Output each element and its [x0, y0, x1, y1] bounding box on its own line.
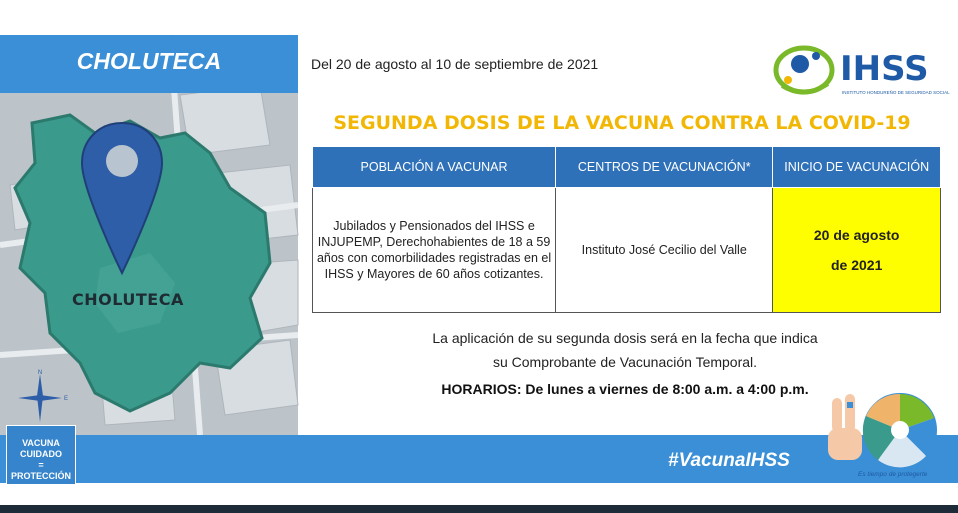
campaign-logo — [6, 425, 76, 485]
footer-white-strip — [0, 483, 958, 505]
main-title: SEGUNDA DOSIS DE LA VACUNA CONTRA LA COVID-19 — [333, 112, 911, 134]
start-date-line1: 20 de agosto — [813, 227, 900, 243]
header-centers: CENTROS DE VACUNACIÓN* — [556, 147, 773, 188]
city-title: CHOLUTECA — [76, 48, 222, 74]
ihss-logo-subtitle: INSTITUTO HONDUREÑO DE SEGURIDAD SOCIAL — [842, 90, 950, 95]
ihss-logo-text: IHSS — [840, 49, 929, 89]
vaccination-table — [312, 146, 941, 313]
hashtag: #VacunaIHSS — [668, 450, 790, 471]
population-cell: Jubilados y Pensionados del IHSS e INJUPEMP, Derechohabientes de 18 a 59 años con comorbilidades registradas en el IHSS y Mayores de 60 años cotizantes. — [313, 188, 556, 313]
footer-bar — [0, 435, 958, 483]
ihss-logo — [770, 40, 950, 100]
start-date-line2: de 2021 — [831, 257, 883, 273]
ihss-emblem-icon — [776, 48, 832, 93]
header-start: INICIO DE VACUNACIÓN — [773, 147, 941, 188]
note-line2: su Comprobante de Vacunación Temporal. — [492, 354, 758, 370]
hand-icon — [818, 388, 950, 488]
table-row — [313, 188, 941, 313]
map-label: CHOLUTECA — [72, 290, 184, 309]
compass-icon — [14, 370, 69, 426]
center-cell: Instituto José Cecilio del Valle — [556, 188, 773, 313]
campaign-line3: = — [38, 460, 44, 470]
top-margin — [0, 0, 958, 35]
bottom-strip — [0, 505, 958, 513]
table-header-row — [313, 147, 941, 188]
schedule-hours: HORARIOS: De lunes a viernes de 8:00 a.m. a 4:00 p.m. — [441, 381, 809, 397]
campaign-line2: CUIDADO — [20, 449, 62, 459]
date-range: Del 20 de agosto al 10 de septiembre de 2021 — [311, 56, 599, 72]
campaign-line1: VACUNA — [22, 438, 60, 448]
note-line1: La aplicación de su segunda dosis será en la fecha que indica — [432, 330, 818, 346]
peace-hand-icon — [828, 394, 862, 460]
slogan: Es tiempo de protegerte — [858, 471, 928, 478]
header-population: POBLACIÓN A VACUNAR — [313, 147, 556, 188]
campaign-line4: PROTECCIÓN — [10, 471, 71, 481]
compass-n: N — [37, 370, 43, 376]
start-date-cell — [773, 188, 941, 313]
compass-e: E — [64, 396, 69, 402]
service-wheel-icon — [863, 394, 936, 467]
